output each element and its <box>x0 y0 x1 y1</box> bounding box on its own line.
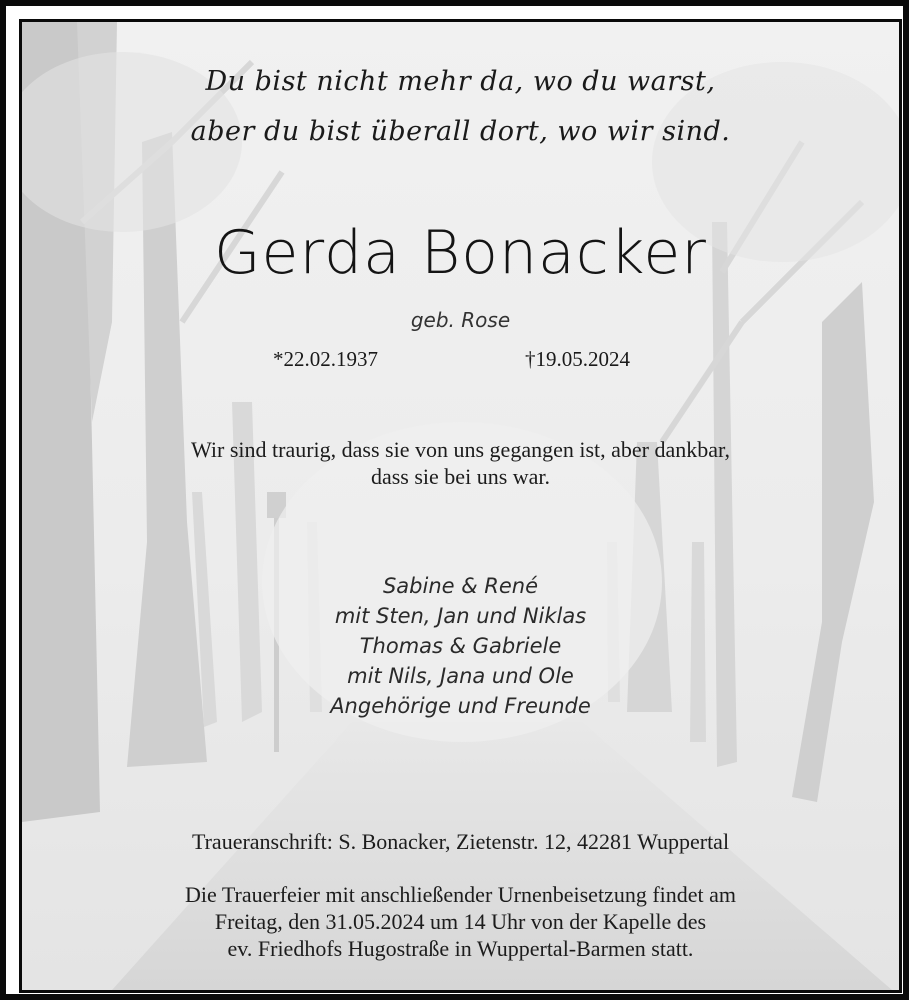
death-date <box>525 347 630 372</box>
mourners-list <box>22 571 899 721</box>
mourner-line: Sabine & René <box>382 574 539 598</box>
ceremony-line-3: ev. Friedhofs Hugostraße in Wuppertal-Barmen statt. <box>227 936 694 961</box>
mourner-line: mit Nils, Jana und Ole <box>347 664 574 688</box>
maiden-name: geb. Rose <box>410 308 511 332</box>
quote-line-2: aber du bist überall dort, wo wir sind. <box>190 116 731 147</box>
cross-icon: † <box>525 347 536 371</box>
message <box>22 436 899 490</box>
ceremony-line-2: Freitag, den 31.05.2024 um 14 Uhr von der Kapelle des <box>214 909 707 934</box>
notice-inner-border <box>19 19 902 993</box>
message-line-1: Wir sind traurig, dass sie von uns gegangen ist, aber dankbar, <box>191 437 730 462</box>
death-date-value: 19.05.2024 <box>535 347 630 371</box>
mourning-address: Traueranschrift: S. Bonacker, Zietenstr. 12, 42281 Wuppertal <box>191 829 730 854</box>
ceremony-line-1: Die Trauerfeier mit anschließender Urnenbeisetzung findet am <box>184 882 737 907</box>
quote-line-1: Du bist nicht mehr da, wo du warst, <box>205 66 716 97</box>
mourner-line: Angehörige und Freunde <box>330 694 591 718</box>
mourner-line: Thomas & Gabriele <box>359 634 562 658</box>
deceased-name: Gerda Bonacker <box>214 218 707 288</box>
ceremony-info <box>22 881 899 962</box>
birth-date: *22.02.1937 <box>273 347 378 371</box>
mourner-line: mit Sten, Jan und Niklas <box>334 604 587 628</box>
message-line-2: dass sie bei uns war. <box>370 464 551 489</box>
